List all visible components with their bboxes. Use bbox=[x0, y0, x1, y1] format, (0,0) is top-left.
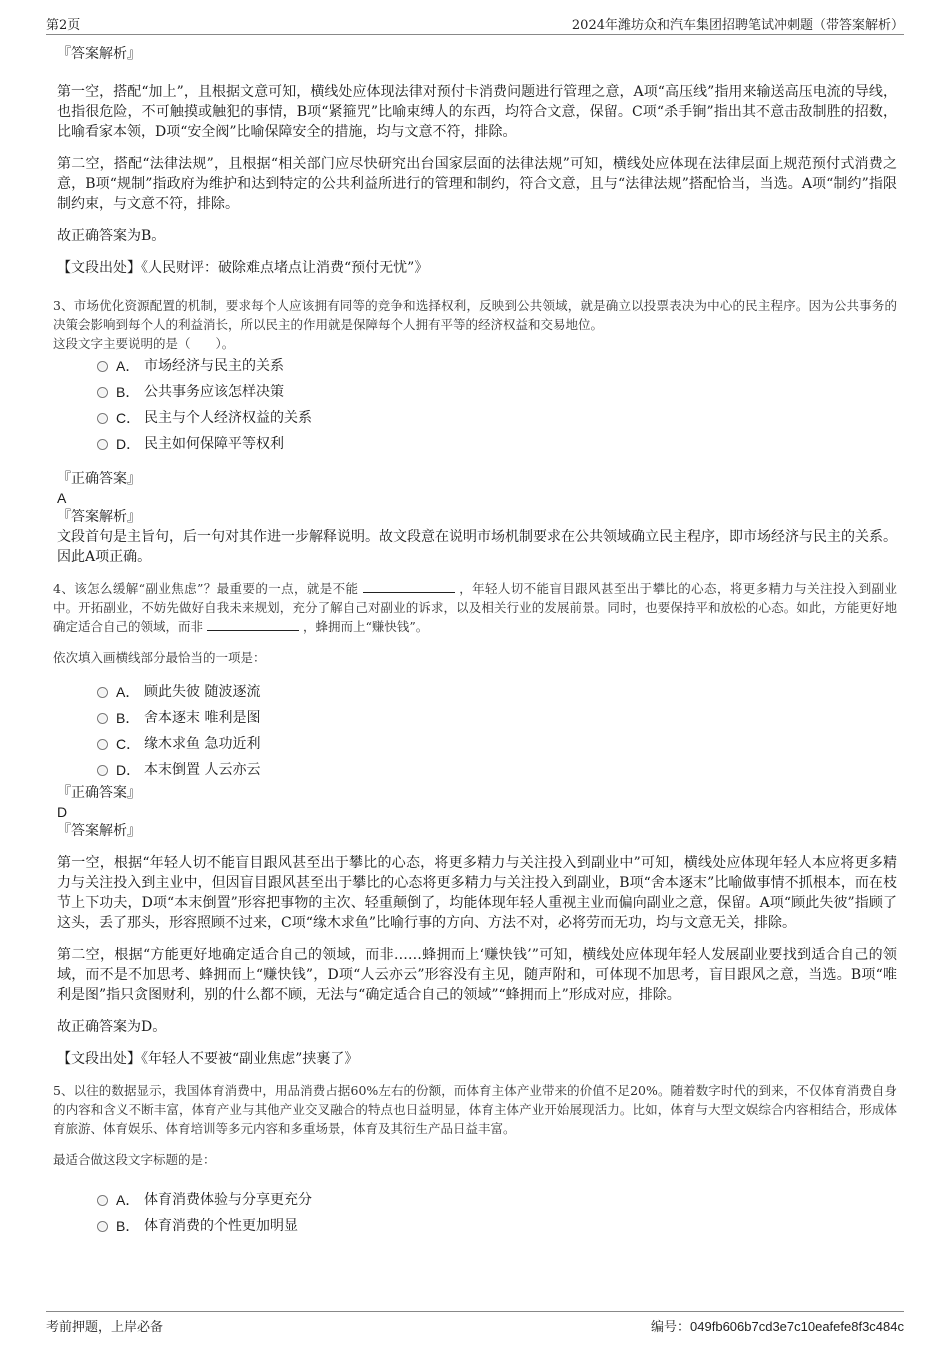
q3-analysis-label: 『答案解析』 bbox=[57, 509, 141, 525]
q2-analysis-label: 『答案解析』 bbox=[57, 46, 141, 62]
q4-source: 【文段出处】《年轻人不要被“副业焦虑”挟裹了》 bbox=[57, 1051, 359, 1067]
q4-option-b[interactable]: B． 舍本逐末 唯利是图 bbox=[97, 705, 897, 731]
q3-stem: 3、市场优化资源配置的机制，要求每个人应该拥有同等的竞争和选择权利，反映到公共领域，就是确立以投票表决为中心的民主程序。因为公共事务的决策会影响到每个人的利益消长，所以民主的作用就是保障每个人拥有平等的经济权益和交易地位。 bbox=[53, 298, 897, 332]
q4-analysis-p2: 第二空，根据“方能更好地确定适合自己的领域，而非……蜂拥而上‘赚快钱’”可知，横线处应体现年轻人发展副业要找到适合自己的领域，而不是不加思考、蜂拥而上“赚快钱”，D项“人云亦云”形容没有主见，随声附和，可体现不加思考，盲目跟风之意，当选。B项“唯利是图”指只贪图财利，别的什么都不顾，无法与“确定适合自己的领域”“蜂拥而上”形成对应，排除。 bbox=[57, 947, 897, 1003]
radio-icon[interactable] bbox=[97, 1221, 108, 1232]
q4-stem: 4、该怎么缓解“副业焦虑”？最重要的一点，就是不能 ，年轻人切不能盲目跟风甚至出于攀比的心态，将更多精力与关注投入到副业中。开拓副业，不妨先做好自我未来规划，充分了解自己对副业的诉求，以及相关行业的发展前景。同时，也要保持平和放松的心态。如此，方能更好地确定适合自己的领域，而非 ，蜂拥而上“赚快钱”。 bbox=[53, 581, 897, 634]
q4-analysis-label: 『答案解析』 bbox=[57, 823, 141, 839]
document-code: 编号：049fb606b7cd3e7c10eafefe8f3c484c bbox=[651, 1319, 904, 1334]
q4-conclusion: 故正确答案为D。 bbox=[57, 1019, 167, 1035]
q3-option-d[interactable]: D． 民主如何保障平等权利 bbox=[97, 431, 897, 457]
radio-icon[interactable] bbox=[97, 361, 108, 372]
q4-option-d[interactable]: D． 本末倒置 人云亦云 bbox=[97, 757, 897, 783]
q3-correct-answer: A bbox=[57, 490, 67, 506]
page-footer bbox=[46, 1311, 904, 1334]
radio-icon[interactable] bbox=[97, 687, 108, 698]
page-content bbox=[53, 44, 897, 1239]
radio-icon[interactable] bbox=[97, 413, 108, 424]
q2-source: 【文段出处】《人民财评：破除难点堵点让消费“预付无忧”》 bbox=[57, 260, 429, 276]
q4-analysis-p1: 第一空，根据“年轻人切不能盲目跟风甚至出于攀比的心态，将更多精力与关注投入到副业中”可知，横线处应体现年轻人本应将更多精力与关注投入到主业中，但因盲目跟风甚至出于攀比的心态将更多精力与关注投入到副业，B项“舍本逐末”比喻做事情不抓根本，而在枝节上下功夫，D项“本末倒置”形容把事物的主次、轻重颠倒了，均能体现年轻人重视主业而偏向副业之意，保留。A项“顾此失彼”指顾了这头，丢了那头，形容照顾不过来，C项“缘木求鱼”比喻行事的方向、方法不对，必将劳而无功，均与文意无关，排除。 bbox=[57, 855, 897, 931]
q3-options bbox=[97, 353, 897, 457]
q5-option-a[interactable]: A． 体育消费体验与分享更充分 bbox=[97, 1187, 897, 1213]
document-title: 2024年潍坊众和汽车集团招聘笔试冲刺题（带答案解析） bbox=[571, 18, 904, 33]
radio-icon[interactable] bbox=[97, 439, 108, 450]
q4-correct-label: 『正确答案』 bbox=[57, 785, 141, 801]
q2-conclusion: 故正确答案为B。 bbox=[57, 228, 166, 244]
q4-options bbox=[97, 679, 897, 783]
q3-option-c[interactable]: C． 民主与个人经济权益的关系 bbox=[97, 405, 897, 431]
q4-option-c[interactable]: C． 缘木求鱼 急功近利 bbox=[97, 731, 897, 757]
page-header bbox=[46, 12, 904, 35]
page-number: 第2页 bbox=[46, 18, 81, 33]
q5-options bbox=[97, 1187, 897, 1239]
blank-line bbox=[207, 618, 299, 631]
footer-slogan: 考前押题，上岸必备 bbox=[46, 1320, 164, 1335]
q4-ask: 依次填入画横线部分最恰当的一项是： bbox=[53, 650, 266, 665]
q3-option-a[interactable]: A． 市场经济与民主的关系 bbox=[97, 353, 897, 379]
q3-ask: 这段文字主要说明的是（ ）。 bbox=[53, 336, 235, 351]
q2-analysis-p2: 第二空，搭配“法律法规”，且根据“相关部门应尽快研究出台国家层面的法律法规”可知，横线处应体现在法律层面上规范预付式消费之意，B项“规制”指政府为维护和达到特定的公共利益所进行的管理和制约，符合文意，且与“法律法规”搭配恰当，当选。A项“制约”指限制约束，与文意不符，排除。 bbox=[57, 156, 897, 212]
radio-icon[interactable] bbox=[97, 765, 108, 776]
q3-correct-label: 『正确答案』 bbox=[57, 471, 141, 487]
radio-icon[interactable] bbox=[97, 739, 108, 750]
q5-stem: 5、以往的数据显示，我国体育消费中，用品消费占据60%左右的份额，而体育主体产业带来的价值不足20%。随着数字时代的到来，不仅体育消费自身的内容和含义不断丰富，体育产业与其他产业交叉融合的特点也日益明显，体育主体产业开始展现活力。比如，体育与大型文娱综合内容相结合，形成体育旅游、体育娱乐、体育培训等多元内容和多重场景，体育及其衍生产品日益丰富。 bbox=[53, 1083, 897, 1136]
q3-analysis: 文段首句是主旨句，后一句对其作进一步解释说明。故文段意在说明市场机制要求在公共领域确立民主程序，即市场经济与民主的关系。因此A项正确。 bbox=[57, 529, 897, 565]
q5-option-b[interactable]: B． 体育消费的个性更加明显 bbox=[97, 1213, 897, 1239]
q3-option-b[interactable]: B． 公共事务应该怎样决策 bbox=[97, 379, 897, 405]
q5-ask: 最适合做这段文字标题的是： bbox=[53, 1152, 216, 1167]
q2-analysis-p1: 第一空，搭配“加上”，且根据文意可知，横线处应体现法律对预付卡消费问题进行管理之意，A项“高压线”指用来输送高压电流的导线，也指很危险，不可触摸或触犯的事情，B项“紧箍咒”比喻束缚人的东西，均符合文意，保留。C项“杀手锏”指出其不意击敌制胜的招数，比喻看家本领，D项“安全阀”比喻保障安全的措施，均与文意不符，排除。 bbox=[57, 84, 897, 140]
radio-icon[interactable] bbox=[97, 1195, 108, 1206]
q4-option-a[interactable]: A． 顾此失彼 随波逐流 bbox=[97, 679, 897, 705]
radio-icon[interactable] bbox=[97, 387, 108, 398]
q4-correct-answer: D bbox=[57, 804, 68, 820]
blank-line bbox=[363, 580, 455, 593]
radio-icon[interactable] bbox=[97, 713, 108, 724]
